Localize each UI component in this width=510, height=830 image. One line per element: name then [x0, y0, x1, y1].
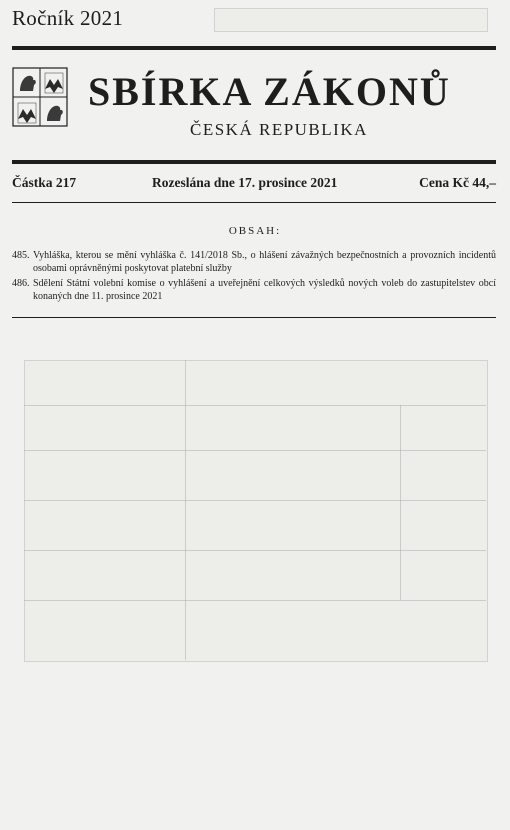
bleed-through-line [24, 500, 486, 501]
entry-number: 485. [12, 250, 30, 261]
bleed-through-line [185, 360, 186, 660]
bleed-through-line [24, 450, 486, 451]
contents-end-rule [12, 317, 496, 318]
contents-heading: OBSAH: [228, 225, 282, 237]
czech-coat-of-arms-icon [12, 67, 68, 127]
entry-number: 486. [12, 278, 30, 289]
bleed-through-line [24, 600, 486, 601]
bleed-through-line [24, 550, 486, 551]
bleed-through-line [24, 405, 486, 406]
header-rule [12, 160, 496, 164]
entry-text: Sdělení Státní volební komise o vyhlášení a uveřejnění celkových výsledků nových voleb do zastupitelstev obcí konaných dne 11. prosince 2021 [33, 278, 496, 302]
country-name: ČESKÁ REPUBLIKA [190, 120, 368, 139]
volume-year: Ročník 2021 [12, 6, 124, 30]
price: Cena Kč 44,– [419, 175, 496, 190]
gazette-title: SBÍRKA ZÁKONŮ [88, 69, 451, 114]
release-date: Rozeslána dne 17. prosince 2021 [152, 175, 338, 190]
issue-number: Částka 217 [12, 175, 77, 190]
entry-text: Vyhláška, kterou se mění vyhláška č. 141/2018 Sb., o hlášení závažných bezpečnostních a provozních incidentů osobami oprávněnými poskytovat platební služby [33, 250, 496, 274]
bleed-through-box [214, 8, 488, 32]
bleed-through-line [400, 405, 401, 600]
top-rule [12, 46, 496, 50]
info-divider [12, 202, 496, 203]
